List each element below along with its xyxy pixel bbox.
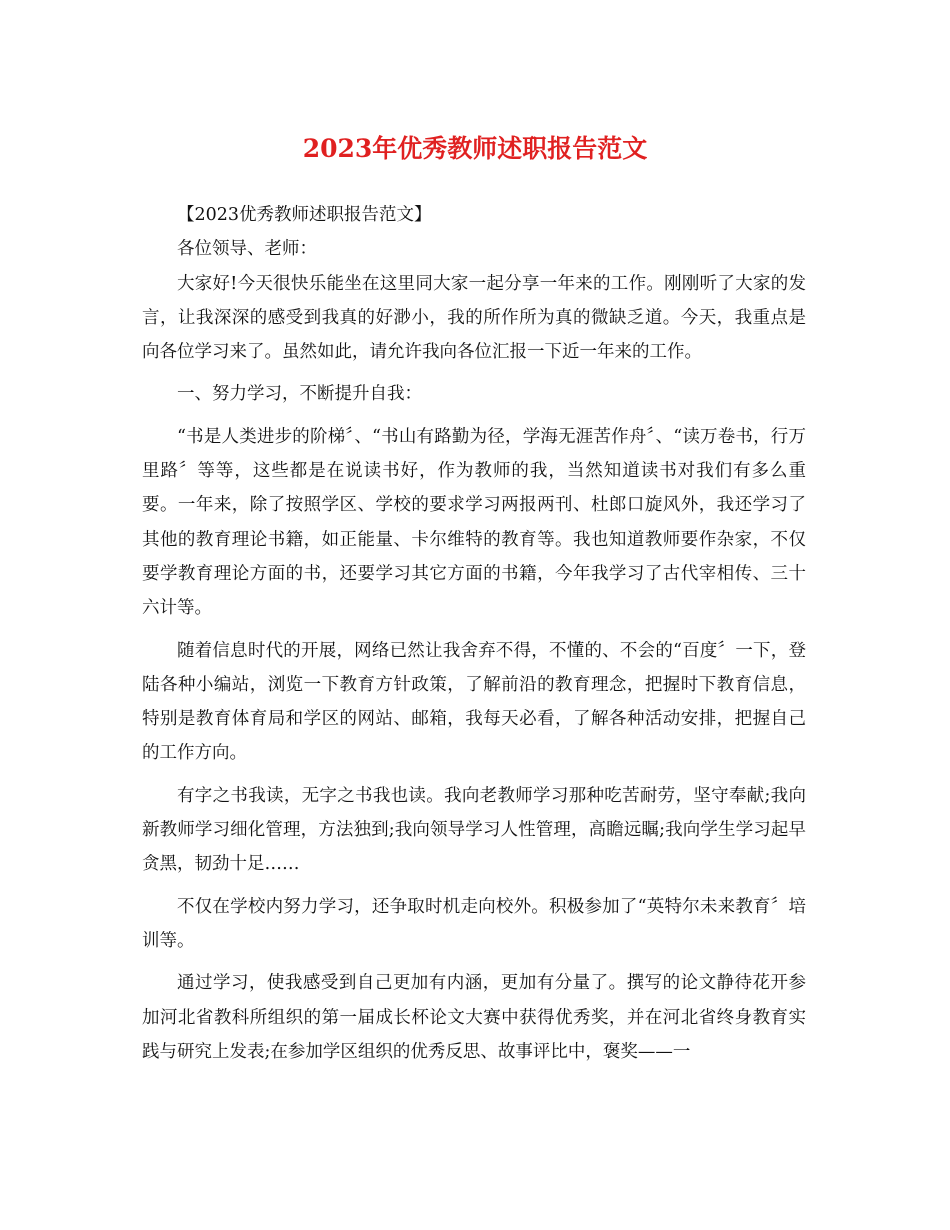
document-body: [142, 198, 806, 1069]
paragraph-salutation: 各位领导、老师：: [177, 239, 317, 260]
paragraph-results: 通过学习，使我感受到自己更加有内涵，更加有分量了。撰写的论文静待花开参加河北省教科所组织的第一届成长杯论文大赛中获得优秀奖，并在河北省终身教育实践与研究上发表;在参加学区组织的优秀反思、故事评比中，褒奖——一: [142, 973, 806, 1062]
paragraph-section-heading: 一、努力学习，不断提升自我：: [177, 384, 422, 405]
document-title: 2023年优秀教师述职报告范文: [302, 134, 648, 163]
paragraph-internet: 随着信息时代的开展，网络已然让我舍弃不得，不懂的、不会的“百度〞一下，登陆各种小编站，浏览一下教育方针政策，了解前沿的教育理念，把握时下教育信息，特别是教育体育局和学区的网站、邮箱，我每天必看，了解各种活动安排，把握自己的工作方向。: [142, 640, 806, 764]
paragraph-learn-from-others: 有字之书我读，无字之书我也读。我向老教师学习那种吃苦耐劳，坚守奉献;我向新教师学习细化管理，方法独到;我向领导学习人性管理，高瞻远瞩;我向学生学习起早贪黑，韧劲十足……: [142, 785, 806, 875]
paragraph-heading-bracket: 【2023优秀教师述职报告范文】: [177, 205, 432, 225]
paragraph-outside-training: 不仅在学校内努力学习，还争取时机走向校外。积极参加了“英特尔未来教育〞培训等。: [142, 896, 806, 951]
paragraph-intro: 大家好!今天很快乐能坐在这里同大家一起分享一年来的工作。刚刚听了大家的发言，让我深深的感受到我真的好渺小，我的所作所为真的微缺乏道。今天，我重点是向各位学习来了。虽然如此，请允许我向各位汇报一下近一年来的工作。: [142, 273, 806, 363]
paragraph-reading: “书是人类进步的阶梯〞、“书山有路勤为径，学海无涯苦作舟〞、“读万卷书，行万里路〞等等，这些都是在说读书好，作为教师的我，当然知道读书对我们有多么重要。一年来，除了按照学区、学校的要求学习两报两刊、杜郎口旋风外，我还学习了其他的教育理论书籍，如正能量、卡尔维特的教育等。我也知道教师要作杂家，不仅要学教育理论方面的书，还要学习其它方面的书籍，今年我学习了古代宰相传、三十六计等。: [142, 426, 806, 619]
